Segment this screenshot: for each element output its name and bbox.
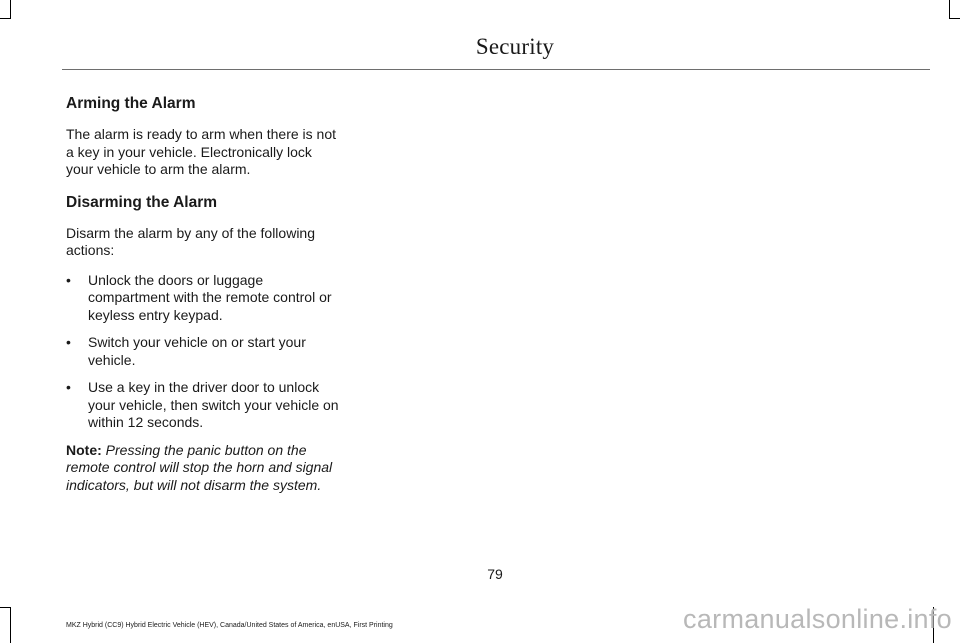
list-item-text: Use a key in the driver door to unlock your vehicle, then switch your vehicle on within 12 seconds. bbox=[88, 379, 339, 430]
crop-mark-top-right-vertical bbox=[949, 0, 950, 19]
heading-disarming: Disarming the Alarm bbox=[66, 193, 218, 211]
page-header bbox=[0, 34, 960, 60]
heading-arming: Arming the Alarm bbox=[66, 95, 196, 112]
disarm-actions-list bbox=[66, 272, 342, 432]
bullet-icon: • bbox=[66, 334, 71, 350]
page-number bbox=[0, 566, 960, 582]
note-label: Note: bbox=[66, 441, 102, 458]
crop-mark-top-left-vertical bbox=[10, 0, 11, 19]
crop-mark-bottom-left-vertical bbox=[10, 607, 11, 643]
paragraph-arming: The alarm is ready to arm when there is not a key in your vehicle. Electronically lock your vehicle to arm the alarm. bbox=[66, 126, 337, 177]
bullet-icon: • bbox=[66, 379, 71, 395]
header-divider bbox=[62, 69, 930, 70]
crop-mark-top-right-horizontal bbox=[949, 18, 960, 19]
watermark: carmanualsonline.info bbox=[683, 604, 952, 634]
list-item-text: Unlock the doors or luggage compartment with the remote control or keyless entry keypad. bbox=[88, 271, 332, 323]
bullet-icon: • bbox=[66, 271, 71, 288]
list-item bbox=[66, 379, 342, 432]
list-item bbox=[66, 272, 342, 325]
footer-printing-info: MKZ Hybrid (CC9) Hybrid Electric Vehicle (HEV), Canada/United States of America, enUSA, First Printing bbox=[66, 622, 393, 629]
note-text: Pressing the panic button on the remote control will stop the horn and signal indicators, but will not disarm the system. bbox=[66, 441, 333, 493]
section-title: Security bbox=[475, 34, 555, 59]
page-number-value: 79 bbox=[487, 566, 503, 582]
content-column bbox=[66, 94, 342, 506]
list-item bbox=[66, 334, 342, 369]
crop-mark-top-left-horizontal bbox=[0, 18, 11, 19]
note bbox=[66, 442, 342, 495]
crop-mark-bottom-left-horizontal bbox=[0, 607, 11, 608]
list-item-text: Switch your vehicle on or start your vehicle. bbox=[88, 334, 306, 368]
paragraph-disarming: Disarm the alarm by any of the following actions: bbox=[66, 224, 315, 258]
